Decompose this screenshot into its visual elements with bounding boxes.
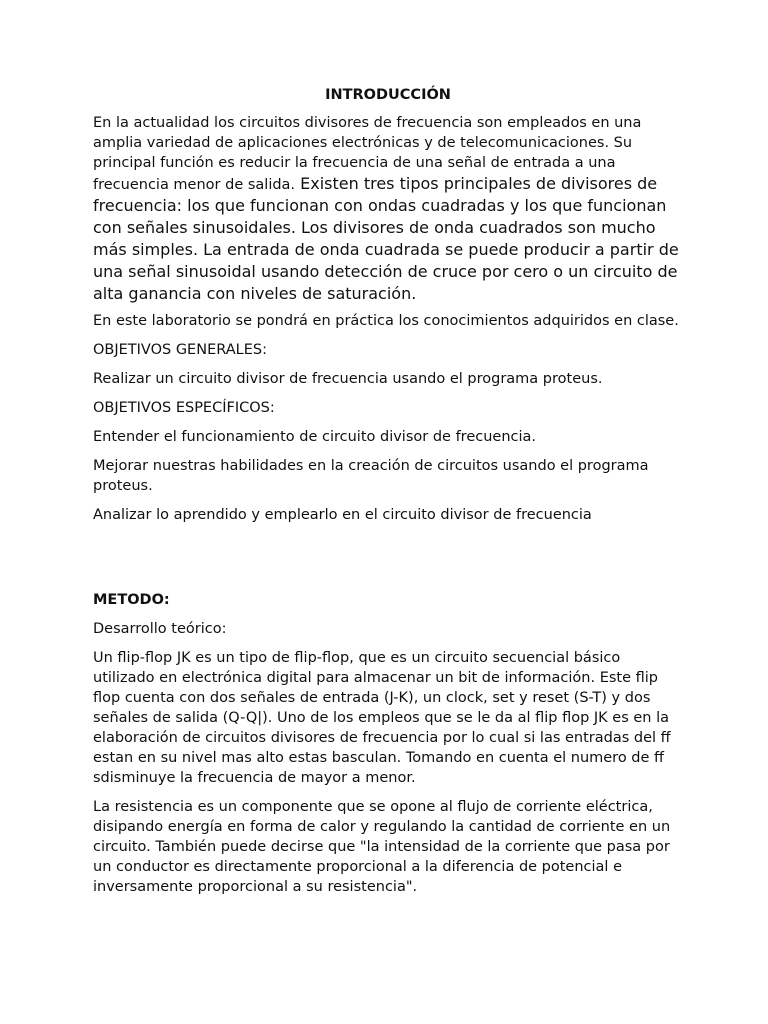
- intro-text-large: Existen tres tipos principales de divisores de frecuencia: los que funcionan con ondas cuadradas y los que funcionan con señales sinusoidales. Los divisores de onda cuadrados son mucho más simples. La entrada de onda cuadrada se puede producir a partir de una señal sinusoidal usando detección de cruce por cero o un circuito de alta ganancia con niveles de saturación.: [93, 174, 679, 303]
- page-title: INTRODUCCIÓN: [325, 87, 451, 103]
- section-spacer: [93, 534, 683, 590]
- specific-objective-item: Analizar lo aprendido y emplearlo en el circuito divisor de frecuencia: [93, 507, 592, 523]
- specific-objective-item: Entender el funcionamiento de circuito divisor de frecuencia.: [93, 429, 537, 445]
- lab-paragraph: En este laboratorio se pondrá en práctica los conocimientos adquiridos en clase.: [93, 313, 679, 329]
- method-heading: METODO:: [93, 592, 170, 608]
- general-objective-item: Realizar un circuito divisor de frecuencia usando el programa proteus.: [93, 371, 603, 387]
- theory-heading: Desarrollo teórico:: [93, 621, 227, 637]
- document-content: [93, 86, 683, 897]
- specific-objective-item: Mejorar nuestras habilidades en la creación de circuitos usando el programa proteus.: [93, 458, 649, 494]
- intro-text-small: En la actualidad los circuitos divisores de frecuencia son empleados en una amplia variedad de aplicaciones electrónicas y de telecomunicaciones. Su principal función es reducir la frecuencia de una señal de entrada a una frecuencia menor de salida.: [93, 115, 642, 193]
- general-objectives-heading: OBJETIVOS GENERALES:: [93, 342, 267, 358]
- intro-paragraph: [93, 113, 683, 305]
- flipflop-paragraph: Un flip-flop JK es un tipo de flip-flop, que es un circuito secuencial básico utilizado en electrónica digital para almacenar un bit de información. Este flip flop cuenta con dos señales de entrada (J-K), un clock, set y reset (S-T) y dos señales de salida (Q-Q|). Uno de los empleos que se le da al flip flop JK es en la elaboración de circuitos divisores de frecuencia por lo cual si las entradas del ff estan en su nivel mas alto estas basculan. Tomando en cuenta el numero de ff sdisminuye la frecuencia de mayor a menor.: [93, 650, 671, 786]
- resistance-paragraph: La resistencia es un componente que se opone al flujo de corriente eléctrica, disipando energía en forma de calor y regulando la cantidad de corriente en un circuito. También puede decirse que "la intensidad de la corriente que pasa por un conductor es directamente proporcional a la diferencia de potencial e inversamente proporcional a su resistencia".: [93, 799, 671, 895]
- specific-objectives-heading: OBJETIVOS ESPECÍFICOS:: [93, 400, 275, 416]
